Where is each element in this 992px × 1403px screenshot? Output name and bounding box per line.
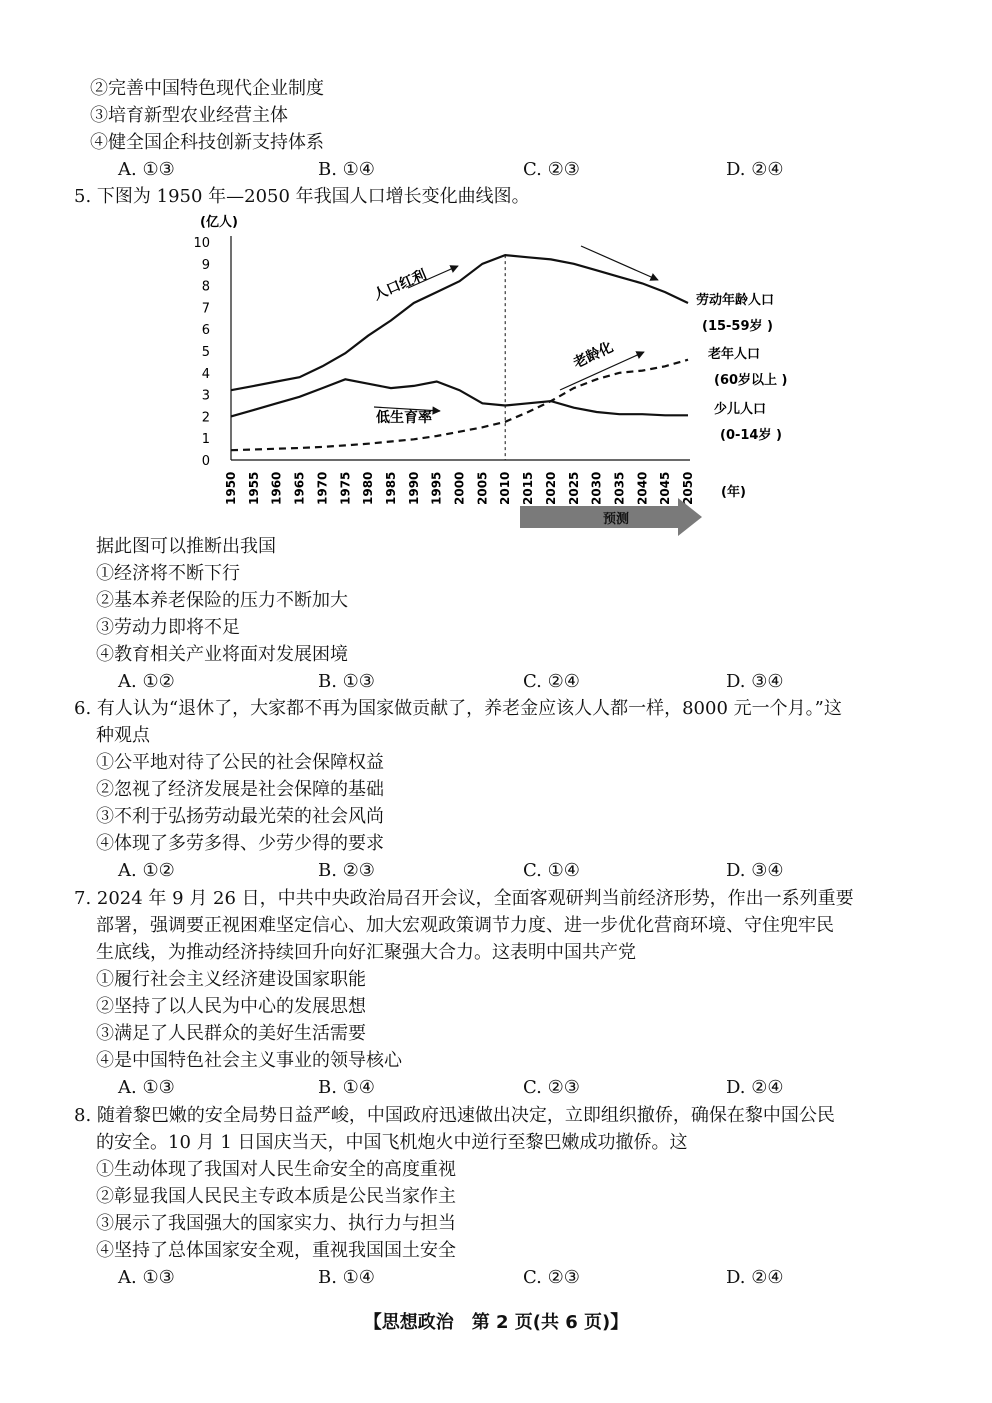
y-axis-title: (亿人): [200, 215, 238, 230]
annotation-dividend: 人口红利: [371, 267, 430, 304]
q7-item-2: ②坚持了以人民为中心的发展思想: [96, 996, 366, 1017]
y-tick-label: 4: [201, 366, 210, 382]
x-tick-label: 1995: [429, 471, 444, 505]
x-tick-label: 2045: [658, 471, 673, 505]
series-sublabel-2: (0-14岁 ): [720, 428, 782, 443]
q5-item-2: ②基本养老保险的压力不断加大: [96, 590, 348, 611]
q6-item-3: ③不利于弘扬劳动最光荣的社会风尚: [96, 806, 384, 827]
q6-item-2: ②忽视了经济发展是社会保障的基础: [96, 779, 384, 800]
q5-item-1: ①经济将不断下行: [96, 563, 240, 584]
series-label-0: 劳动年龄人口: [696, 293, 775, 308]
series-label-2: 少儿人口: [714, 402, 767, 417]
x-tick-label: 1980: [361, 471, 376, 505]
q4-option-d[interactable]: D. ②④: [726, 159, 784, 180]
q5-option-c[interactable]: C. ②④: [523, 671, 580, 692]
q8-item-2: ②彰显我国人民民主专政本质是公民当家作主: [96, 1186, 456, 1207]
y-tick-label: 8: [201, 279, 210, 295]
q5-item-4: ④教育相关产业将面对发展困境: [96, 644, 348, 665]
y-tick-label: 1: [201, 432, 210, 448]
q6-options: [118, 858, 818, 884]
q7-stem-line3: 生底线，为推动经济持续回升向好汇聚强大合力。这表明中国共产党: [96, 942, 636, 963]
q8-item-3: ③展示了我国强大的国家实力、执行力与担当: [96, 1213, 456, 1234]
y-tick-label: 3: [201, 388, 210, 404]
q8-option-a[interactable]: A. ①③: [118, 1267, 175, 1288]
q4-options: [118, 157, 818, 183]
x-tick-label: 2010: [498, 471, 513, 505]
x-tick-label: 2005: [475, 471, 490, 505]
x-tick-label: 2035: [612, 471, 627, 505]
q7-options: [118, 1075, 818, 1101]
forecast-label: 预测: [602, 512, 630, 527]
q4-item-3: ③培育新型农业经营主体: [90, 105, 288, 126]
q7-option-c[interactable]: C. ②③: [523, 1077, 580, 1098]
y-tick-label: 6: [201, 323, 210, 339]
x-tick-label: 2040: [635, 471, 650, 505]
x-tick-label: 2020: [543, 471, 558, 505]
y-tick-label: 9: [201, 257, 210, 273]
series-line-0: [231, 255, 688, 390]
q6-option-b[interactable]: B. ②③: [318, 860, 375, 881]
x-tick-label: 2050: [681, 471, 695, 505]
x-tick-label: 1990: [406, 471, 421, 505]
y-tick-label: 0: [201, 454, 210, 469]
y-tick-label: 5: [201, 345, 210, 360]
q7-item-1: ①履行社会主义经济建设国家职能: [96, 969, 366, 990]
q7-option-b[interactable]: B. ①④: [318, 1077, 375, 1098]
q7-option-d[interactable]: D. ②④: [726, 1077, 784, 1098]
q5-option-b[interactable]: B. ①③: [318, 671, 375, 692]
annotation-aging: 老龄化: [570, 339, 616, 372]
q7-stem-line1: 7. 2024 年 9 月 26 日，中共中央政治局召开会议，全面客观研判当前经济形势，作出一系列重要: [74, 888, 854, 909]
x-tick-label: 1975: [338, 471, 353, 505]
annotation-low-birth: 低生育率: [376, 410, 432, 426]
q8-option-c[interactable]: C. ②③: [523, 1267, 580, 1288]
q5-item-3: ③劳动力即将不足: [96, 617, 240, 638]
decline-arrow: [581, 246, 658, 280]
x-tick-label: 2000: [452, 471, 467, 505]
x-tick-label: 2025: [566, 471, 581, 505]
x-tick-label: 1960: [269, 471, 284, 505]
x-tick-label: 1955: [246, 471, 261, 505]
q6-stem-line1: 6. 有人认为“退休了，大家都不再为国家做贡献了，养老金应该人人都一样，8000 元一个月。”这: [74, 698, 842, 719]
q5-after: 据此图可以推断出我国: [96, 536, 276, 557]
series-sublabel-1: (60岁以上 ): [714, 373, 788, 388]
q7-option-a[interactable]: A. ①③: [118, 1077, 175, 1098]
q8-stem-line2: 的安全。10 月 1 日国庆当天，中国飞机炮火中逆行至黎巴嫩成功撤侨。这: [96, 1132, 688, 1153]
q8-option-b[interactable]: B. ①④: [318, 1267, 375, 1288]
x-tick-label: 2015: [521, 471, 536, 505]
q6-option-d[interactable]: D. ③④: [726, 860, 784, 881]
x-tick-label: 1950: [224, 471, 238, 505]
page-footer: 【思想政治 第 2 页(共 6 页)】: [363, 1312, 629, 1333]
q5-option-d[interactable]: D. ③④: [726, 671, 784, 692]
x-tick-label: 1985: [383, 471, 398, 505]
q4-option-c[interactable]: C. ②③: [523, 159, 580, 180]
q4-option-b[interactable]: B. ①④: [318, 159, 375, 180]
series-line-1: [231, 360, 688, 451]
q7-item-4: ④是中国特色社会主义事业的领导核心: [96, 1050, 402, 1071]
population-chart: [193, 208, 796, 540]
q6-item-4: ④体现了多劳多得、少劳少得的要求: [96, 833, 384, 854]
q7-stem-line2: 部署，强调要正视困难坚定信心、加大宏观政策调节力度、进一步优化营商环境、守住兜牢民: [96, 915, 834, 936]
q4-item-4: ④健全国企科技创新支持体系: [90, 132, 324, 153]
q8-item-4: ④坚持了总体国家安全观，重视我国国土安全: [96, 1240, 456, 1261]
y-tick-label: 2: [201, 410, 210, 426]
y-tick-label: 7: [201, 301, 210, 317]
q6-item-1: ①公平地对待了公民的社会保障权益: [96, 752, 384, 773]
x-tick-label: 2030: [589, 471, 604, 505]
x-tick-label: 1970: [315, 471, 330, 505]
q6-option-c[interactable]: C. ①④: [523, 860, 580, 881]
q4-option-a[interactable]: A. ①③: [118, 159, 175, 180]
q5-option-a[interactable]: A. ①②: [118, 671, 175, 692]
y-tick-label: 10: [193, 236, 210, 251]
q4-item-2: ②完善中国特色现代企业制度: [90, 78, 324, 99]
q5-stem: 5. 下图为 1950 年—2050 年我国人口增长变化曲线图。: [74, 186, 530, 207]
series-line-2: [231, 379, 688, 416]
q6-stem-line2: 种观点: [96, 725, 150, 746]
q8-item-1: ①生动体现了我国对人民生命安全的高度重视: [96, 1159, 456, 1180]
series-sublabel-0: (15-59岁 ): [702, 319, 773, 334]
q6-option-a[interactable]: A. ①②: [118, 860, 175, 881]
series-label-1: 老年人口: [708, 347, 761, 362]
x-axis-title: (年): [721, 485, 746, 500]
q7-item-3: ③满足了人民群众的美好生活需要: [96, 1023, 366, 1044]
q8-option-d[interactable]: D. ②④: [726, 1267, 784, 1288]
q5-options: [118, 669, 818, 695]
q8-options: [118, 1265, 818, 1291]
q8-stem-line1: 8. 随着黎巴嫩的安全局势日益严峻，中国政府迅速做出决定，立即组织撤侨，确保在黎中国公民: [74, 1105, 835, 1126]
x-tick-label: 1965: [292, 471, 307, 505]
